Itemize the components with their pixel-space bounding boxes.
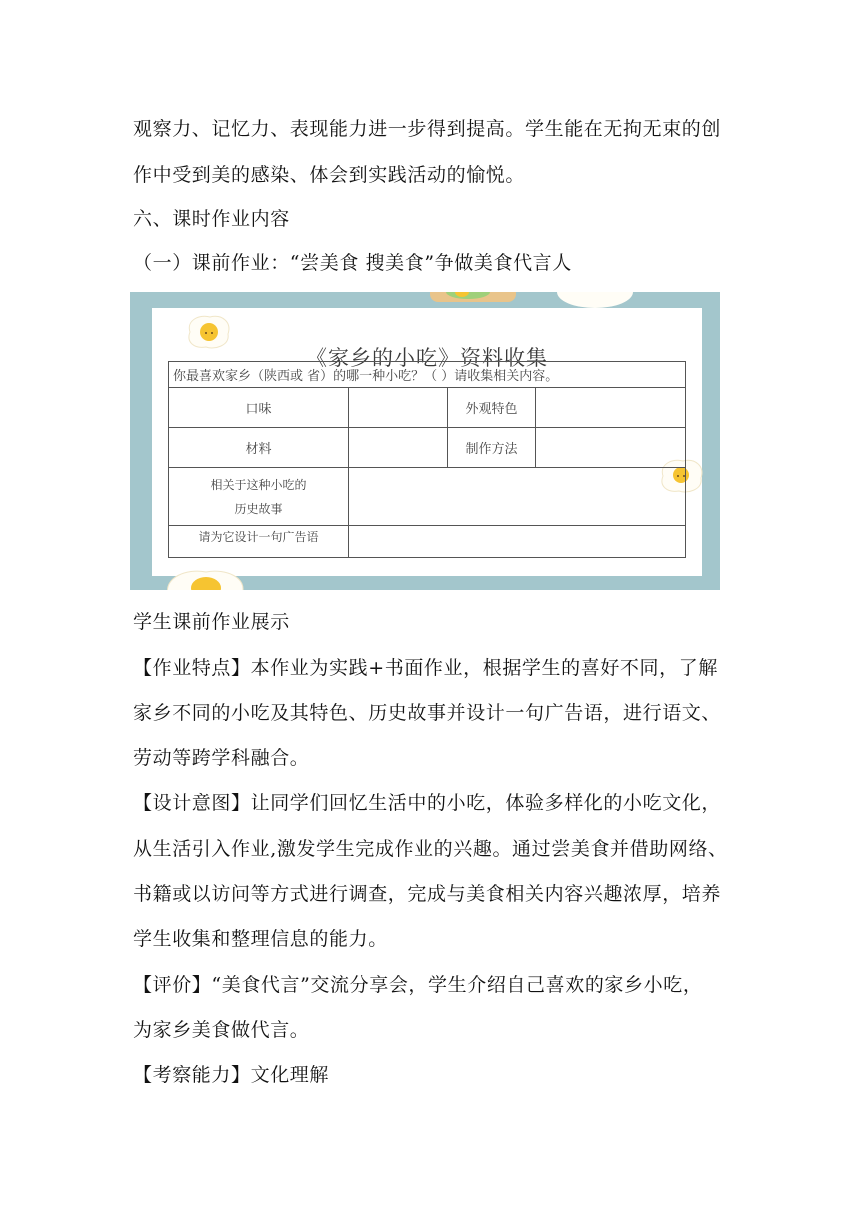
intent-line-3: 书籍或以访问等方式进行调查，完成与美食相关内容兴趣浓厚，培养 [133, 883, 722, 905]
slogan-value [349, 526, 686, 558]
material-label: 材料 [169, 428, 349, 468]
history-label-line-2: 历史故事 [234, 501, 283, 516]
body-line-2: 作中受到美的感染、体会到实践活动的愉悦。 [133, 164, 526, 186]
body-line-1: 观察力、记忆力、表现能力进一步得到提高。学生能在无拘无束的创 [133, 118, 722, 140]
ability-line: 【考察能力】文化理解 [133, 1064, 330, 1086]
feature-line-1: 【作业特点】本作业为实践+书面作业，根据学生的喜好不同，了解 [133, 657, 718, 679]
worksheet-title: 《家乡的小吃》资料收集 [306, 346, 548, 370]
subsection-heading: （一）课前作业：“尝美食 搜美食”争做美食代言人 [133, 252, 572, 274]
material-value [349, 428, 448, 468]
slogan-label: 请为它设计一句广告语 [169, 526, 349, 558]
history-label-line-1: 相关于这种小吃的 [210, 477, 307, 492]
taste-value [349, 388, 448, 428]
appearance-label: 外观特色 [448, 388, 536, 428]
section-heading: 六、课时作业内容 [133, 208, 290, 230]
taste-label: 口味 [169, 388, 349, 428]
history-label [169, 468, 349, 526]
fried-egg-icon [160, 564, 250, 590]
intent-line-4: 学生收集和整理信息的能力。 [133, 928, 388, 950]
evaluation-line-2: 为家乡美食做代言。 [133, 1019, 310, 1041]
worksheet-table [168, 361, 686, 558]
showcase-heading: 学生课前作业展示 [133, 611, 290, 633]
feature-line-3: 劳动等跨学科融合。 [133, 747, 310, 769]
intent-line-2: 从生活引入作业,激发学生完成作业的兴趣。通过尝美食并借助网络、 [133, 838, 728, 860]
evaluation-line-1: 【评价】“美食代言”交流分享会，学生介绍自己喜欢的家乡小吃， [133, 974, 703, 996]
method-value [536, 428, 686, 468]
appearance-value [536, 388, 686, 428]
history-value [349, 468, 686, 526]
fried-egg-icon [184, 312, 234, 352]
feature-line-2: 家乡不同的小吃及其特色、历史故事并设计一句广告语，进行语文、 [133, 702, 722, 724]
method-label: 制作方法 [448, 428, 536, 468]
question-cell: 你最喜欢家乡（陕西或 省）的哪一种小吃？（ ）请收集相关内容。 [169, 362, 686, 388]
toast-decoration-icon [428, 292, 518, 306]
intent-line-1: 【设计意图】让同学们回忆生活中的小吃，体验多样化的小吃文化， [133, 792, 722, 814]
